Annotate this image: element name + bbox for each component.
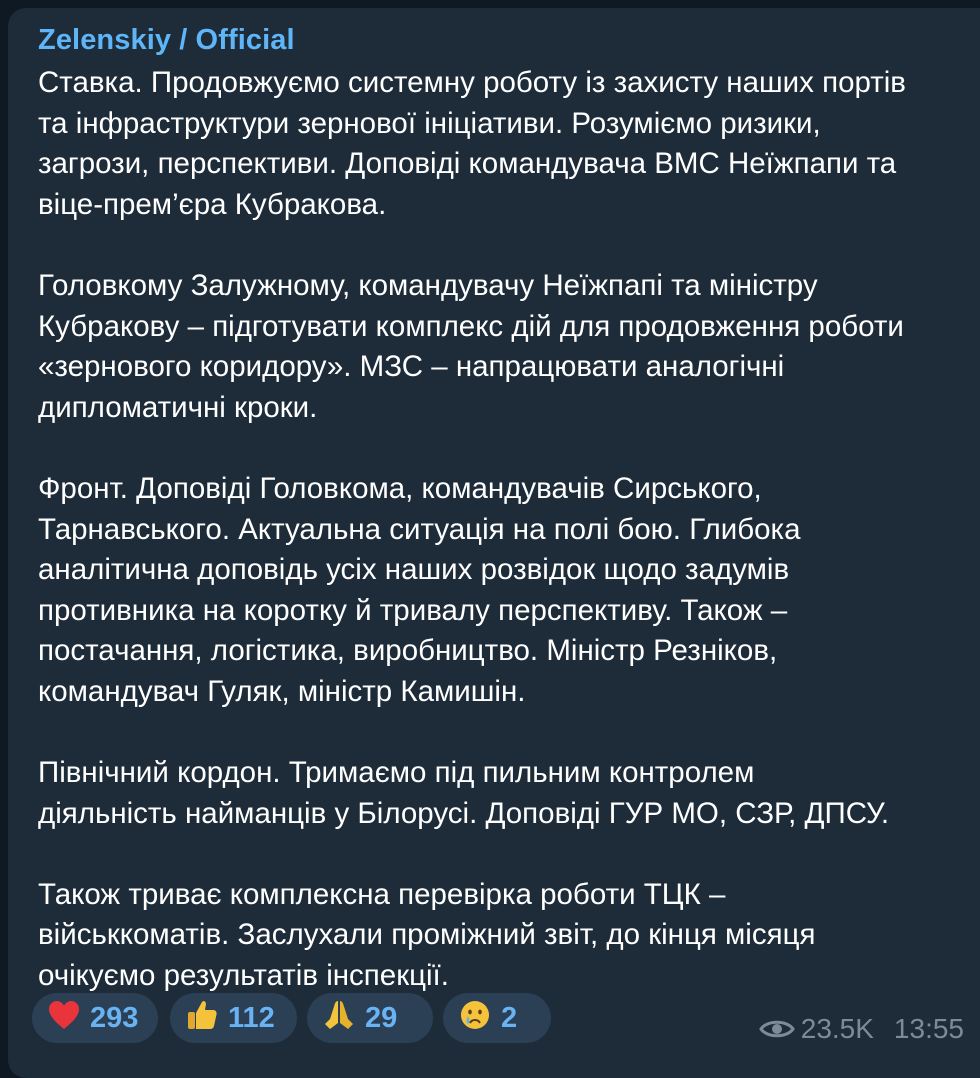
text-line: віце-прем’єра Кубракова. — [38, 187, 387, 221]
text-line: очікуємо результатів інспекції. — [38, 959, 449, 993]
paragraph-spacer — [38, 428, 978, 469]
text-line: Фронт. Доповіді Головкома, командувачів Сирського, — [38, 471, 762, 505]
text-line: аналітична доповідь усіх наших розвідок щодо задумів — [38, 553, 790, 587]
text-line: загрози, перспективи. Доповіді командувача ВМС Неїжпапи та — [38, 147, 897, 181]
text-line: Північний кордон. Тримаємо під пильним контролем — [38, 756, 755, 790]
heart-icon — [46, 1000, 82, 1036]
reaction-thumbs-up[interactable] — [170, 993, 297, 1043]
text-line: противника на коротку й тривалу перспективу. Також – — [38, 593, 788, 627]
eye-icon — [759, 1017, 795, 1041]
text-line: постачання, логістика, виробництво. Міністр Резніков, — [38, 634, 778, 668]
thumbs-up-icon — [184, 999, 220, 1037]
paragraph-orders — [38, 266, 978, 428]
message-text — [38, 63, 978, 997]
text-line: Ставка. Продовжуємо системну роботу із захисту наших портів — [38, 66, 906, 99]
message-meta — [759, 1013, 964, 1045]
paragraph-tck — [38, 875, 978, 997]
paragraph-front — [38, 469, 978, 713]
paragraph-spacer — [38, 225, 978, 266]
text-line: військкоматів. Заслухали проміжний звіт, до кінця місяця — [38, 918, 816, 952]
message-time: 13:55 — [893, 1013, 964, 1044]
paragraph-spacer — [38, 834, 978, 875]
text-line: «зернового коридору». МЗС – напрацювати аналогічні — [38, 350, 785, 384]
reaction-count: 293 — [90, 1001, 139, 1034]
channel-name[interactable]: Zelenskiy / Official — [38, 24, 295, 56]
reaction-crying-face[interactable] — [443, 993, 551, 1043]
text-line: командувач Гуляк, міністр Камишін. — [38, 674, 526, 708]
views-count: 23.5K — [800, 1013, 874, 1044]
folded-hands-icon — [321, 999, 357, 1037]
paragraph-spacer — [38, 713, 978, 754]
reaction-count: 29 — [365, 1001, 398, 1034]
text-line: Головкому Залужному, командувачу Неїжпапі та міністру — [38, 268, 818, 302]
text-line: Також триває комплексна перевірка роботи ТЦК – — [38, 877, 726, 911]
text-line: Кубракову – підготувати комплекс дій для продовження роботи — [38, 309, 904, 343]
paragraph-stavka — [38, 63, 978, 225]
text-line: та інфраструктури зернової ініціативи. Розуміємо ризики, — [38, 106, 821, 140]
reaction-heart[interactable] — [32, 993, 158, 1043]
text-line: Тарнавського. Актуальна ситуація на полі бою. Глибока — [38, 512, 801, 546]
text-line: дипломатичні кроки. — [38, 390, 318, 424]
paragraph-northern-border — [38, 753, 978, 834]
reaction-folded-hands[interactable] — [307, 993, 433, 1043]
reaction-count: 2 — [501, 1001, 518, 1034]
crying-face-icon — [457, 999, 493, 1037]
reaction-count: 112 — [228, 1001, 275, 1034]
text-line: діяльність найманців у Білорусі. Доповіді ГУР МО, СЗР, ДПСУ. — [38, 796, 890, 830]
